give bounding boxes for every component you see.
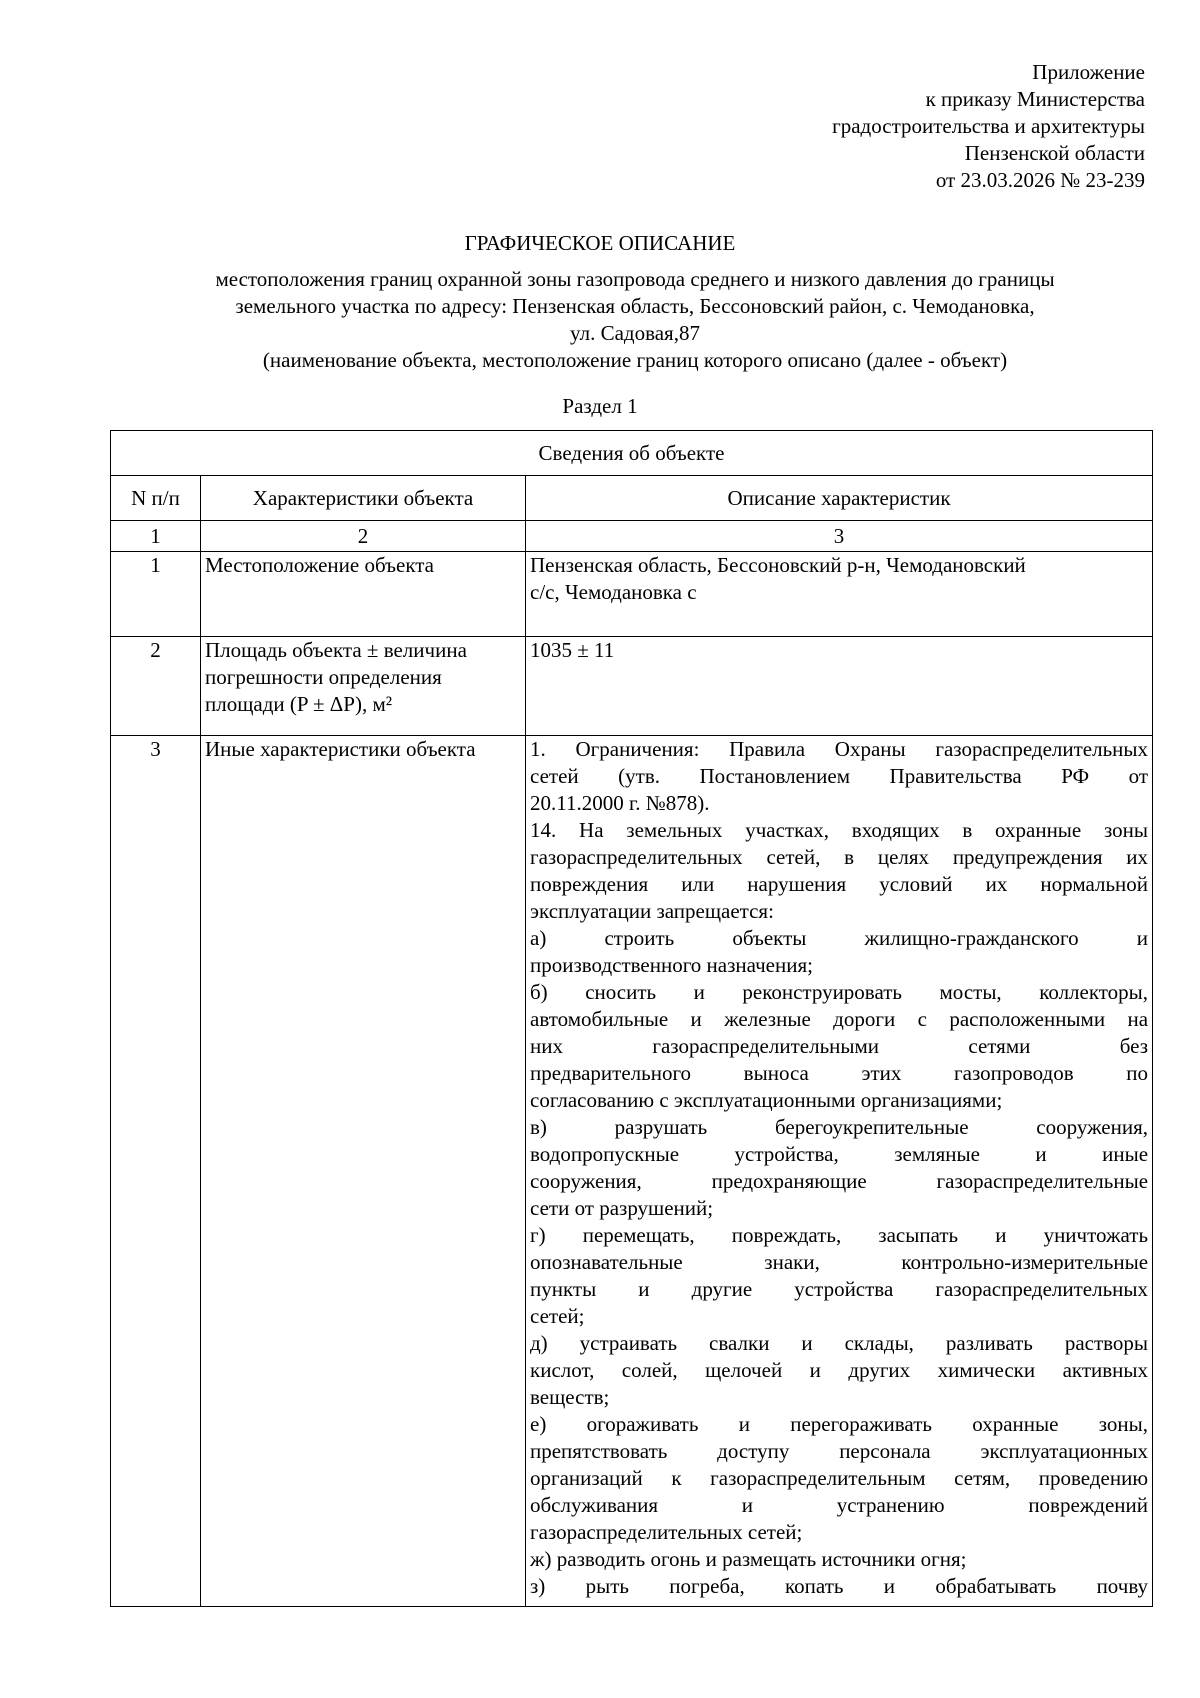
description-line: веществ; bbox=[530, 1385, 610, 1409]
row-description bbox=[526, 552, 1153, 637]
description-line: автомобильные и железные дороги с расположенными на bbox=[530, 1007, 1149, 1031]
table-caption-row bbox=[111, 431, 1153, 476]
description-line: б) сносить и реконструировать мосты, коллекторы, bbox=[530, 980, 1149, 1004]
column-number: 3 bbox=[526, 521, 1153, 552]
document-subtitle bbox=[110, 266, 1160, 374]
object-info-table bbox=[110, 430, 1153, 1607]
table-row bbox=[111, 736, 1153, 1607]
table-row bbox=[111, 552, 1153, 637]
description-line: е) огораживать и перегораживать охранные зоны, bbox=[530, 1412, 1149, 1436]
description-line: газораспределительных сетей, в целях предупреждения их bbox=[530, 845, 1149, 869]
description-line: газораспределительных сетей; bbox=[530, 1520, 803, 1544]
description-line: пункты и другие устройства газораспределительных bbox=[530, 1277, 1149, 1301]
table-caption: Сведения об объекте bbox=[111, 431, 1153, 476]
description-line: 1. Ограничения: Правила Охраны газораспределительных bbox=[530, 737, 1149, 761]
subtitle-note: (наименование объекта, местоположение границ которого описано (далее - объект) bbox=[262, 348, 1008, 372]
subtitle-line: местоположения границ охранной зоны газопровода среднего и низкого давления до границы bbox=[215, 267, 1055, 291]
appendix-line: градостроительства и архитектуры bbox=[832, 114, 1145, 138]
row-number: 2 bbox=[111, 637, 201, 736]
appendix-order-date: от 23.03.2026 № 23-239 bbox=[935, 168, 1145, 192]
column-number: 2 bbox=[201, 521, 526, 552]
description-line: повреждения или нарушения условий их нормальной bbox=[530, 872, 1149, 896]
description-line: 14. На земельных участках, входящих в охранные зоны bbox=[530, 818, 1149, 842]
row-description bbox=[526, 736, 1153, 1607]
table-header-row bbox=[111, 476, 1153, 521]
appendix-line: Приложение bbox=[1032, 60, 1145, 84]
description-line: опознавательные знаки, контрольно-измерительные bbox=[530, 1250, 1149, 1274]
description-line: согласованию с эксплуатационными организациями; bbox=[530, 1088, 1003, 1112]
description-line: сетей (утв. Постановлением Правительства РФ от bbox=[530, 764, 1149, 788]
description-line: предварительного выноса этих газопроводов по bbox=[530, 1061, 1149, 1085]
subtitle-line: земельного участка по адресу: Пензенская область, Бессоновский район, с. Чемодановка, bbox=[235, 294, 1035, 318]
appendix-line: Пензенской области bbox=[964, 141, 1145, 165]
description-line: эксплуатации запрещается: bbox=[530, 899, 774, 923]
description-line: з) рыть погреба, копать и обрабатывать почву bbox=[530, 1574, 1149, 1598]
description-line: а) строить объекты жилищно-гражданского и bbox=[530, 926, 1149, 950]
table-row bbox=[111, 637, 1153, 736]
description-line: препятствовать доступу персонала эксплуатационных bbox=[530, 1439, 1149, 1463]
header-characteristics: Характеристики объекта bbox=[201, 476, 526, 521]
description-line: с/с, Чемодановка с bbox=[530, 580, 697, 604]
row-description: 1035 ± 11 bbox=[526, 637, 1153, 736]
row-number: 1 bbox=[111, 552, 201, 637]
row-name: Местоположение объекта bbox=[201, 552, 526, 637]
description-line: них газораспределительными сетями без bbox=[530, 1034, 1149, 1058]
description-line: обслуживания и устранению повреждений bbox=[530, 1493, 1149, 1517]
row-number: 3 bbox=[111, 736, 201, 1607]
subtitle-line: ул. Садовая,87 bbox=[570, 321, 700, 345]
description-line: водопропускные устройства, земляные и иные bbox=[530, 1142, 1149, 1166]
row-name bbox=[201, 637, 526, 736]
name-line: площади (P ± ΔP), м² bbox=[205, 692, 393, 716]
description-line: организаций к газораспределительным сетям, проведению bbox=[530, 1466, 1149, 1490]
description-line: сетей; bbox=[530, 1304, 585, 1328]
description-line: производственного назначения; bbox=[530, 953, 813, 977]
name-line: погрешности определения bbox=[205, 665, 442, 689]
description-line: в) разрушать берегоукрепительные сооружения, bbox=[530, 1115, 1149, 1139]
description-line: д) устраивать свалки и склады, разливать растворы bbox=[530, 1331, 1149, 1355]
description-line: 20.11.2000 г. №878). bbox=[530, 791, 710, 815]
header-description: Описание характеристик bbox=[526, 476, 1153, 521]
description-line: сооружения, предохраняющие газораспределительные bbox=[530, 1169, 1149, 1193]
appendix-header bbox=[832, 59, 1145, 194]
description-line: ж) разводить огонь и размещать источники огня; bbox=[530, 1547, 967, 1571]
description-line: сети от разрушений; bbox=[530, 1196, 714, 1220]
description-line: кислот, солей, щелочей и других химически активных bbox=[530, 1358, 1149, 1382]
appendix-line: к приказу Министерства bbox=[925, 87, 1145, 111]
document-title: ГРАФИЧЕСКОЕ ОПИСАНИЕ bbox=[464, 231, 736, 255]
description-line: Пензенская область, Бессоновский р-н, Чемодановский bbox=[530, 553, 1026, 577]
row-name: Иные характеристики объекта bbox=[201, 736, 526, 1607]
column-number: 1 bbox=[111, 521, 201, 552]
section-label: Раздел 1 bbox=[562, 394, 638, 418]
header-num: N п/п bbox=[111, 476, 201, 521]
name-line: Площадь объекта ± величина bbox=[205, 638, 467, 662]
column-number-row bbox=[111, 521, 1153, 552]
description-line: г) перемещать, повреждать, засыпать и уничтожать bbox=[530, 1223, 1149, 1247]
